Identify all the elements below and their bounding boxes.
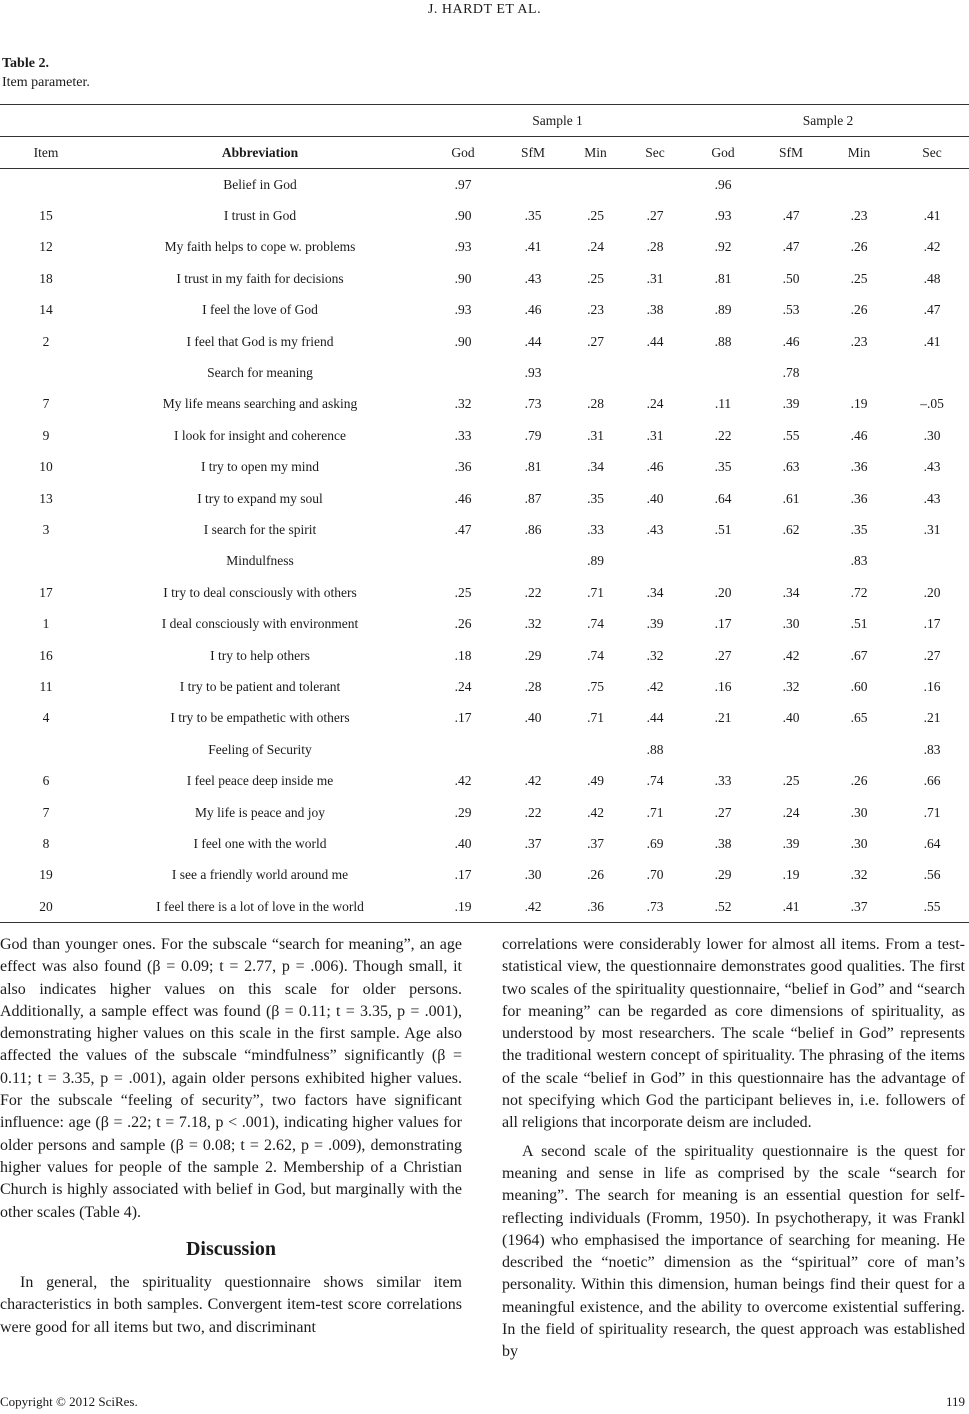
loading-value: .43 (923, 459, 941, 475)
loading-value: .42 (923, 239, 941, 255)
loading-value: .90 (454, 333, 472, 349)
loading-value: .34 (587, 459, 604, 475)
loading-value: .31 (646, 427, 664, 443)
loading-value: .27 (587, 333, 604, 349)
running-head: J. HARDT ET AL. (427, 2, 542, 17)
table-row (0, 452, 969, 483)
loading-value: .75 (587, 678, 604, 694)
loading-value: .37 (823, 891, 895, 923)
empty-cell (759, 169, 823, 201)
item-number: 19 (39, 867, 53, 883)
loading-value: .42 (454, 773, 472, 789)
loading-value: .25 (782, 773, 800, 789)
scale-row (0, 546, 969, 577)
scale-reliability: .96 (714, 176, 732, 192)
empty-cell (0, 357, 92, 388)
item-number: 15 (39, 208, 53, 224)
loading-value: .40 (524, 710, 542, 726)
empty-cell (823, 169, 895, 201)
loading-value: .36 (850, 459, 868, 475)
table-row (0, 703, 969, 734)
loading-value: .73 (524, 396, 542, 412)
loading-value: .42 (782, 647, 800, 663)
loading-value: .71 (587, 584, 604, 600)
table-row (0, 389, 969, 420)
table-row (0, 326, 969, 357)
column-header-sfm-2: SfM (759, 137, 823, 169)
loading-value: .26 (454, 616, 472, 632)
footer-page-number: 119 (945, 1394, 965, 1409)
table-row (0, 640, 969, 671)
loading-value: .40 (646, 490, 664, 506)
table-row (0, 200, 969, 231)
scale-label: Feeling of Security (208, 741, 312, 757)
item-abbreviation: I look for insight and coherence (173, 427, 347, 443)
table-row (0, 671, 969, 702)
scale-reliability: .88 (646, 741, 664, 757)
empty-cell (428, 734, 498, 765)
column-header-min-2: Min (823, 137, 895, 169)
loading-value: .47 (782, 239, 800, 255)
loading-value: .37 (587, 835, 604, 851)
item-number: 7 (42, 804, 50, 820)
loading-value: .42 (524, 773, 542, 789)
table-caption (2, 54, 90, 92)
loading-value: .39 (782, 396, 800, 412)
loading-value: .35 (524, 208, 542, 224)
loading-value: .39 (646, 616, 664, 632)
loading-value: .56 (923, 867, 941, 883)
table-row (0, 483, 969, 514)
item-abbreviation: I feel one with the world (193, 835, 327, 851)
loading-value: .26 (587, 867, 604, 883)
item-abbreviation: I trust in my faith for decisions (176, 270, 344, 286)
loading-value: .74 (587, 616, 604, 632)
loading-value: .67 (850, 647, 868, 663)
empty-cell (759, 734, 823, 765)
loading-value: .25 (454, 584, 472, 600)
loading-value: .74 (587, 647, 604, 663)
loading-value: .65 (850, 710, 868, 726)
table-row (0, 860, 969, 891)
empty-cell (498, 546, 568, 577)
loading-value: .39 (782, 835, 800, 851)
loading-value: .93 (454, 239, 472, 255)
empty-cell (687, 734, 759, 765)
loading-value: .37 (524, 835, 542, 851)
loading-value: .55 (895, 891, 969, 923)
loading-value: .25 (850, 270, 868, 286)
loading-value: .88 (714, 333, 732, 349)
empty-cell (623, 169, 687, 201)
column-header-row (0, 137, 969, 169)
loading-value: .51 (714, 521, 732, 537)
scale-row (0, 169, 969, 201)
body-paragraph: A second scale of the spirituality questionnaire is the quest for meaning and sense in life as comprised by the scale “search for meaning”. The search for meaning is an essential question for self-reflecting individuals (Fromm, 1950). In psychotherapy, it was Frankl (1964) who emphasised the importance of searching for meaning. He described the “noetic” dimension as the “spiritual” core of man’s personality. Within this dimension, human beings find their quest for a meaningful existence, and the ability to overcome existential suffering. In the field of spirituality research, the quest approach was established by (502, 1142, 965, 1361)
loading-value: .28 (587, 396, 604, 412)
loading-value: .27 (714, 804, 732, 820)
loading-value: .92 (714, 239, 732, 255)
loading-value: .90 (454, 270, 472, 286)
scale-row (0, 357, 969, 388)
loading-value: .23 (587, 302, 604, 318)
column-header-god-1: God (428, 137, 498, 169)
footer-copyright: Copyright © 2012 SciRes. (0, 1394, 138, 1409)
loading-value: .27 (646, 208, 664, 224)
column-header-god-2: God (687, 137, 759, 169)
loading-value: .36 (850, 490, 868, 506)
empty-cell (823, 357, 895, 388)
empty-cell (895, 169, 969, 201)
column-header-abbreviation: Abbreviation (92, 137, 428, 169)
table-row (0, 765, 969, 796)
loading-value: .16 (714, 678, 732, 694)
empty-cell (895, 357, 969, 388)
loading-value: .22 (524, 804, 542, 820)
table-row (0, 232, 969, 263)
loading-value: .38 (714, 835, 732, 851)
item-number: 10 (39, 459, 53, 475)
loading-value: .42 (498, 891, 568, 923)
item-abbreviation: I trust in God (223, 208, 297, 224)
loading-value: .46 (524, 302, 542, 318)
empty-cell (759, 546, 823, 577)
loading-value: .21 (923, 710, 941, 726)
empty-cell (623, 546, 687, 577)
loading-value: .40 (454, 835, 472, 851)
loading-value: .71 (646, 804, 664, 820)
loading-value: .52 (687, 891, 759, 923)
loading-value: .47 (923, 302, 941, 318)
loading-value: .26 (850, 239, 868, 255)
column-header-min-1: Min (568, 137, 623, 169)
loading-value: .86 (524, 521, 542, 537)
body-paragraph: correlations were considerably lower for almost all items. From a test-statistical view, the questionnaire demonstrates good qualities. The first two scales of the spirituality questionnaire, “belief in God” and “search for meaning” can be regarded as core dimensions of spirituality, as understood by most researchers. The scale “belief in God” represents the traditional western concept of spirituality. The phrasing of the items of the scale “belief in God” in this questionnaire has the advantage of not specifying which God the participant believes in, i.e. followers of all religions that incorporate deism are included. (502, 936, 965, 1132)
loading-value: .44 (646, 333, 664, 349)
item-number: 13 (39, 490, 53, 506)
loading-value: .46 (782, 333, 800, 349)
loading-value: .87 (524, 490, 542, 506)
loading-value: .29 (714, 867, 732, 883)
scale-reliability: .83 (923, 741, 941, 757)
item-number: 18 (39, 270, 53, 286)
loading-value: .24 (782, 804, 800, 820)
loading-value: .44 (524, 333, 542, 349)
loading-value: –.05 (920, 396, 944, 412)
loading-value: .71 (923, 804, 941, 820)
sample-2-header: Sample 2 (687, 105, 969, 137)
scale-reliability: .78 (782, 365, 800, 381)
item-number: 6 (42, 773, 50, 789)
item-abbreviation: My life means searching and asking (162, 396, 358, 412)
loading-value: .43 (646, 521, 664, 537)
column-header-sec-2: Sec (895, 137, 969, 169)
loading-value: .24 (454, 678, 472, 694)
item-number: 12 (39, 239, 53, 255)
loading-value: .47 (454, 521, 472, 537)
scale-reliability: .97 (454, 176, 472, 192)
item-abbreviation: My life is peace and joy (194, 804, 326, 820)
section-heading-discussion: Discussion (185, 1237, 277, 1260)
item-parameter-table (0, 104, 969, 923)
loading-value: .53 (782, 302, 800, 318)
table-caption-subtitle: Item parameter. (2, 75, 90, 90)
scale-reliability: .89 (587, 553, 604, 569)
empty-cell (823, 734, 895, 765)
loading-value: .41 (923, 333, 941, 349)
item-abbreviation: I search for the spirit (203, 521, 317, 537)
loading-value: .33 (714, 773, 732, 789)
loading-value: .81 (714, 270, 732, 286)
table-row (0, 797, 969, 828)
loading-value: .73 (623, 891, 687, 923)
loading-value: .25 (587, 270, 604, 286)
loading-value: .23 (850, 208, 868, 224)
loading-value: .20 (923, 584, 941, 600)
body-paragraph: God than younger ones. For the subscale “search for meaning”, an age effect was also found (β = 0.09; t = 2.77, p = .006). Though small, it also indicates higher values on this scale for older persons. Additionally, a sample effect was found (β = 0.11; t = 3.35, p = .001), demonstrating higher values on this scale in the first sample. Age also affected the values of the subscale “mindfulness” significantly (β = 0.11; t = 3.35, p = .001), again older persons exhibited higher values. For the subscale “feeling of security”, two factors have significant influence: age (β = .22; t = 7.18, p < .001), indicating higher values for older persons and sample (β = 0.08; t = 2.62, p = .009), demonstrating higher values for people of the sample 2. Membership of a Christian Church is highly associated with belief in God, but marginally with the other scales (Table 4). (0, 936, 462, 1221)
loading-value: .46 (850, 427, 868, 443)
item-abbreviation: My faith helps to cope w. problems (164, 239, 356, 255)
loading-value: .19 (850, 396, 868, 412)
loading-value: .66 (923, 773, 941, 789)
loading-value: .48 (923, 270, 941, 286)
loading-value: .21 (714, 710, 732, 726)
loading-value: .41 (923, 208, 941, 224)
empty-cell (498, 169, 568, 201)
scale-label: Belief in God (223, 176, 297, 192)
item-number: 17 (39, 584, 53, 600)
loading-value: .71 (587, 710, 604, 726)
loading-value: .17 (714, 616, 732, 632)
item-number: 7 (42, 396, 50, 412)
item-abbreviation: I feel that God is my friend (186, 333, 334, 349)
loading-value: .27 (923, 647, 941, 663)
scale-reliability: .93 (524, 365, 542, 381)
empty-cell (687, 546, 759, 577)
loading-value: .61 (782, 490, 800, 506)
loading-value: .19 (428, 891, 498, 923)
loading-value: .32 (850, 867, 868, 883)
item-number: 16 (39, 647, 53, 663)
loading-value: .90 (454, 208, 472, 224)
empty-cell (0, 734, 92, 765)
loading-value: .29 (524, 647, 542, 663)
item-abbreviation: I try to expand my soul (197, 490, 323, 506)
loading-value: .34 (782, 584, 800, 600)
loading-value: .32 (782, 678, 800, 694)
table-row (0, 828, 969, 859)
item-number: 11 (39, 678, 53, 694)
loading-value: .35 (714, 459, 732, 475)
table-row (0, 263, 969, 294)
item-number: 2 (42, 333, 50, 349)
table-row (0, 514, 969, 545)
body-column-right (502, 934, 965, 1364)
scale-reliability: .83 (850, 553, 868, 569)
loading-value: .27 (714, 647, 732, 663)
sample-header-row (0, 105, 969, 137)
body-column-left (0, 934, 462, 1339)
loading-value: .62 (782, 521, 800, 537)
item-abbreviation: I try to open my mind (200, 459, 320, 475)
item-abbreviation: I feel the love of God (202, 302, 318, 318)
loading-value: .49 (587, 773, 604, 789)
loading-value: .55 (782, 427, 800, 443)
table-row (0, 295, 969, 326)
loading-value: .29 (454, 804, 472, 820)
loading-value: .30 (850, 804, 868, 820)
item-abbreviation: I feel peace deep inside me (186, 773, 334, 789)
loading-value: .46 (646, 459, 664, 475)
loading-value: .36 (568, 891, 623, 923)
loading-value: .41 (759, 891, 823, 923)
item-number: 14 (39, 302, 53, 318)
loading-value: .46 (454, 490, 472, 506)
column-header-sfm-1: SfM (498, 137, 568, 169)
table-row (0, 608, 969, 639)
loading-value: .31 (646, 270, 664, 286)
item-abbreviation: I try to deal consciously with others (163, 584, 357, 600)
loading-value: .64 (923, 835, 941, 851)
scale-label: Mindulfness (226, 553, 294, 569)
loading-value: .89 (714, 302, 732, 318)
scale-row (0, 734, 969, 765)
loading-value: .34 (646, 584, 664, 600)
empty-cell (0, 546, 92, 577)
loading-value: .26 (850, 302, 868, 318)
table-row (0, 577, 969, 608)
loading-value: .28 (524, 678, 542, 694)
loading-value: .35 (850, 521, 868, 537)
item-abbreviation: I try to be patient and tolerant (179, 678, 341, 694)
loading-value: .32 (646, 647, 664, 663)
loading-value: .47 (782, 208, 800, 224)
item-number: 3 (42, 521, 50, 537)
empty-cell (623, 357, 687, 388)
empty-cell (0, 169, 92, 201)
loading-value: .22 (524, 584, 542, 600)
loading-value: .31 (587, 427, 604, 443)
scale-label: Search for meaning (207, 365, 313, 381)
loading-value: .20 (714, 584, 732, 600)
loading-value: .43 (524, 270, 542, 286)
empty-cell (428, 546, 498, 577)
column-header-item: Item (0, 137, 92, 169)
empty-cell (687, 357, 759, 388)
loading-value: .30 (524, 867, 542, 883)
loading-value: .38 (646, 302, 664, 318)
item-number: 1 (42, 616, 50, 632)
loading-value: .63 (782, 459, 800, 475)
column-header-sec-1: Sec (623, 137, 687, 169)
table-row (0, 891, 969, 923)
loading-value: .17 (454, 867, 472, 883)
loading-value: .25 (587, 208, 604, 224)
loading-value: .32 (524, 616, 542, 632)
loading-value: .79 (524, 427, 542, 443)
loading-value: .93 (714, 208, 732, 224)
loading-value: .44 (646, 710, 664, 726)
table-row (0, 420, 969, 451)
loading-value: .26 (850, 773, 868, 789)
loading-value: .36 (454, 459, 472, 475)
loading-value: .22 (714, 427, 732, 443)
loading-value: .18 (454, 647, 472, 663)
loading-value: .11 (714, 396, 732, 412)
loading-value: .24 (587, 239, 604, 255)
loading-value: .30 (782, 616, 800, 632)
body-paragraph: In general, the spirituality questionnaire shows similar item characteristics in both samples. Convergent item-test score correlations were good for all items but two, and discriminant (0, 1274, 462, 1336)
loading-value: .17 (923, 616, 941, 632)
loading-value: .35 (587, 490, 604, 506)
loading-value: .60 (850, 678, 868, 694)
loading-value: .24 (646, 396, 664, 412)
loading-value: .31 (923, 521, 941, 537)
loading-value: .70 (646, 867, 664, 883)
loading-value: .74 (646, 773, 664, 789)
loading-value: .93 (454, 302, 472, 318)
loading-value: .16 (923, 678, 941, 694)
loading-value: .40 (782, 710, 800, 726)
item-number: 4 (42, 710, 50, 726)
loading-value: .41 (524, 239, 542, 255)
loading-value: .23 (850, 333, 868, 349)
empty-cell (428, 357, 498, 388)
empty-cell (895, 546, 969, 577)
loading-value: .51 (850, 616, 868, 632)
loading-value: .33 (454, 427, 472, 443)
loading-value: .30 (850, 835, 868, 851)
loading-value: .42 (587, 804, 604, 820)
loading-value: .81 (524, 459, 542, 475)
item-number: 8 (42, 835, 50, 851)
item-abbreviation: I feel there is a lot of love in the world (92, 891, 428, 923)
empty-cell (498, 734, 568, 765)
item-abbreviation: I deal consciously with environment (161, 616, 359, 632)
item-abbreviation: I try to help others (210, 647, 310, 663)
empty-cell (568, 357, 623, 388)
sample-1-header: Sample 1 (428, 105, 687, 137)
loading-value: .72 (850, 584, 868, 600)
item-abbreviation: I try to be empathetic with others (170, 710, 350, 726)
item-number: 9 (42, 427, 50, 443)
empty-cell (568, 169, 623, 201)
loading-value: .28 (646, 239, 664, 255)
loading-value: .33 (587, 521, 604, 537)
table-caption-title: Table 2. (2, 56, 49, 71)
loading-value: .42 (646, 678, 664, 694)
empty-cell (568, 734, 623, 765)
loading-value: .43 (923, 490, 941, 506)
item-abbreviation: I see a friendly world around me (171, 867, 349, 883)
item-number: 20 (0, 891, 92, 923)
loading-value: .64 (714, 490, 732, 506)
loading-value: .19 (782, 867, 800, 883)
loading-value: .69 (646, 835, 664, 851)
loading-value: .50 (782, 270, 800, 286)
loading-value: .17 (454, 710, 472, 726)
loading-value: .30 (923, 427, 941, 443)
loading-value: .32 (454, 396, 472, 412)
table-body (0, 169, 969, 923)
